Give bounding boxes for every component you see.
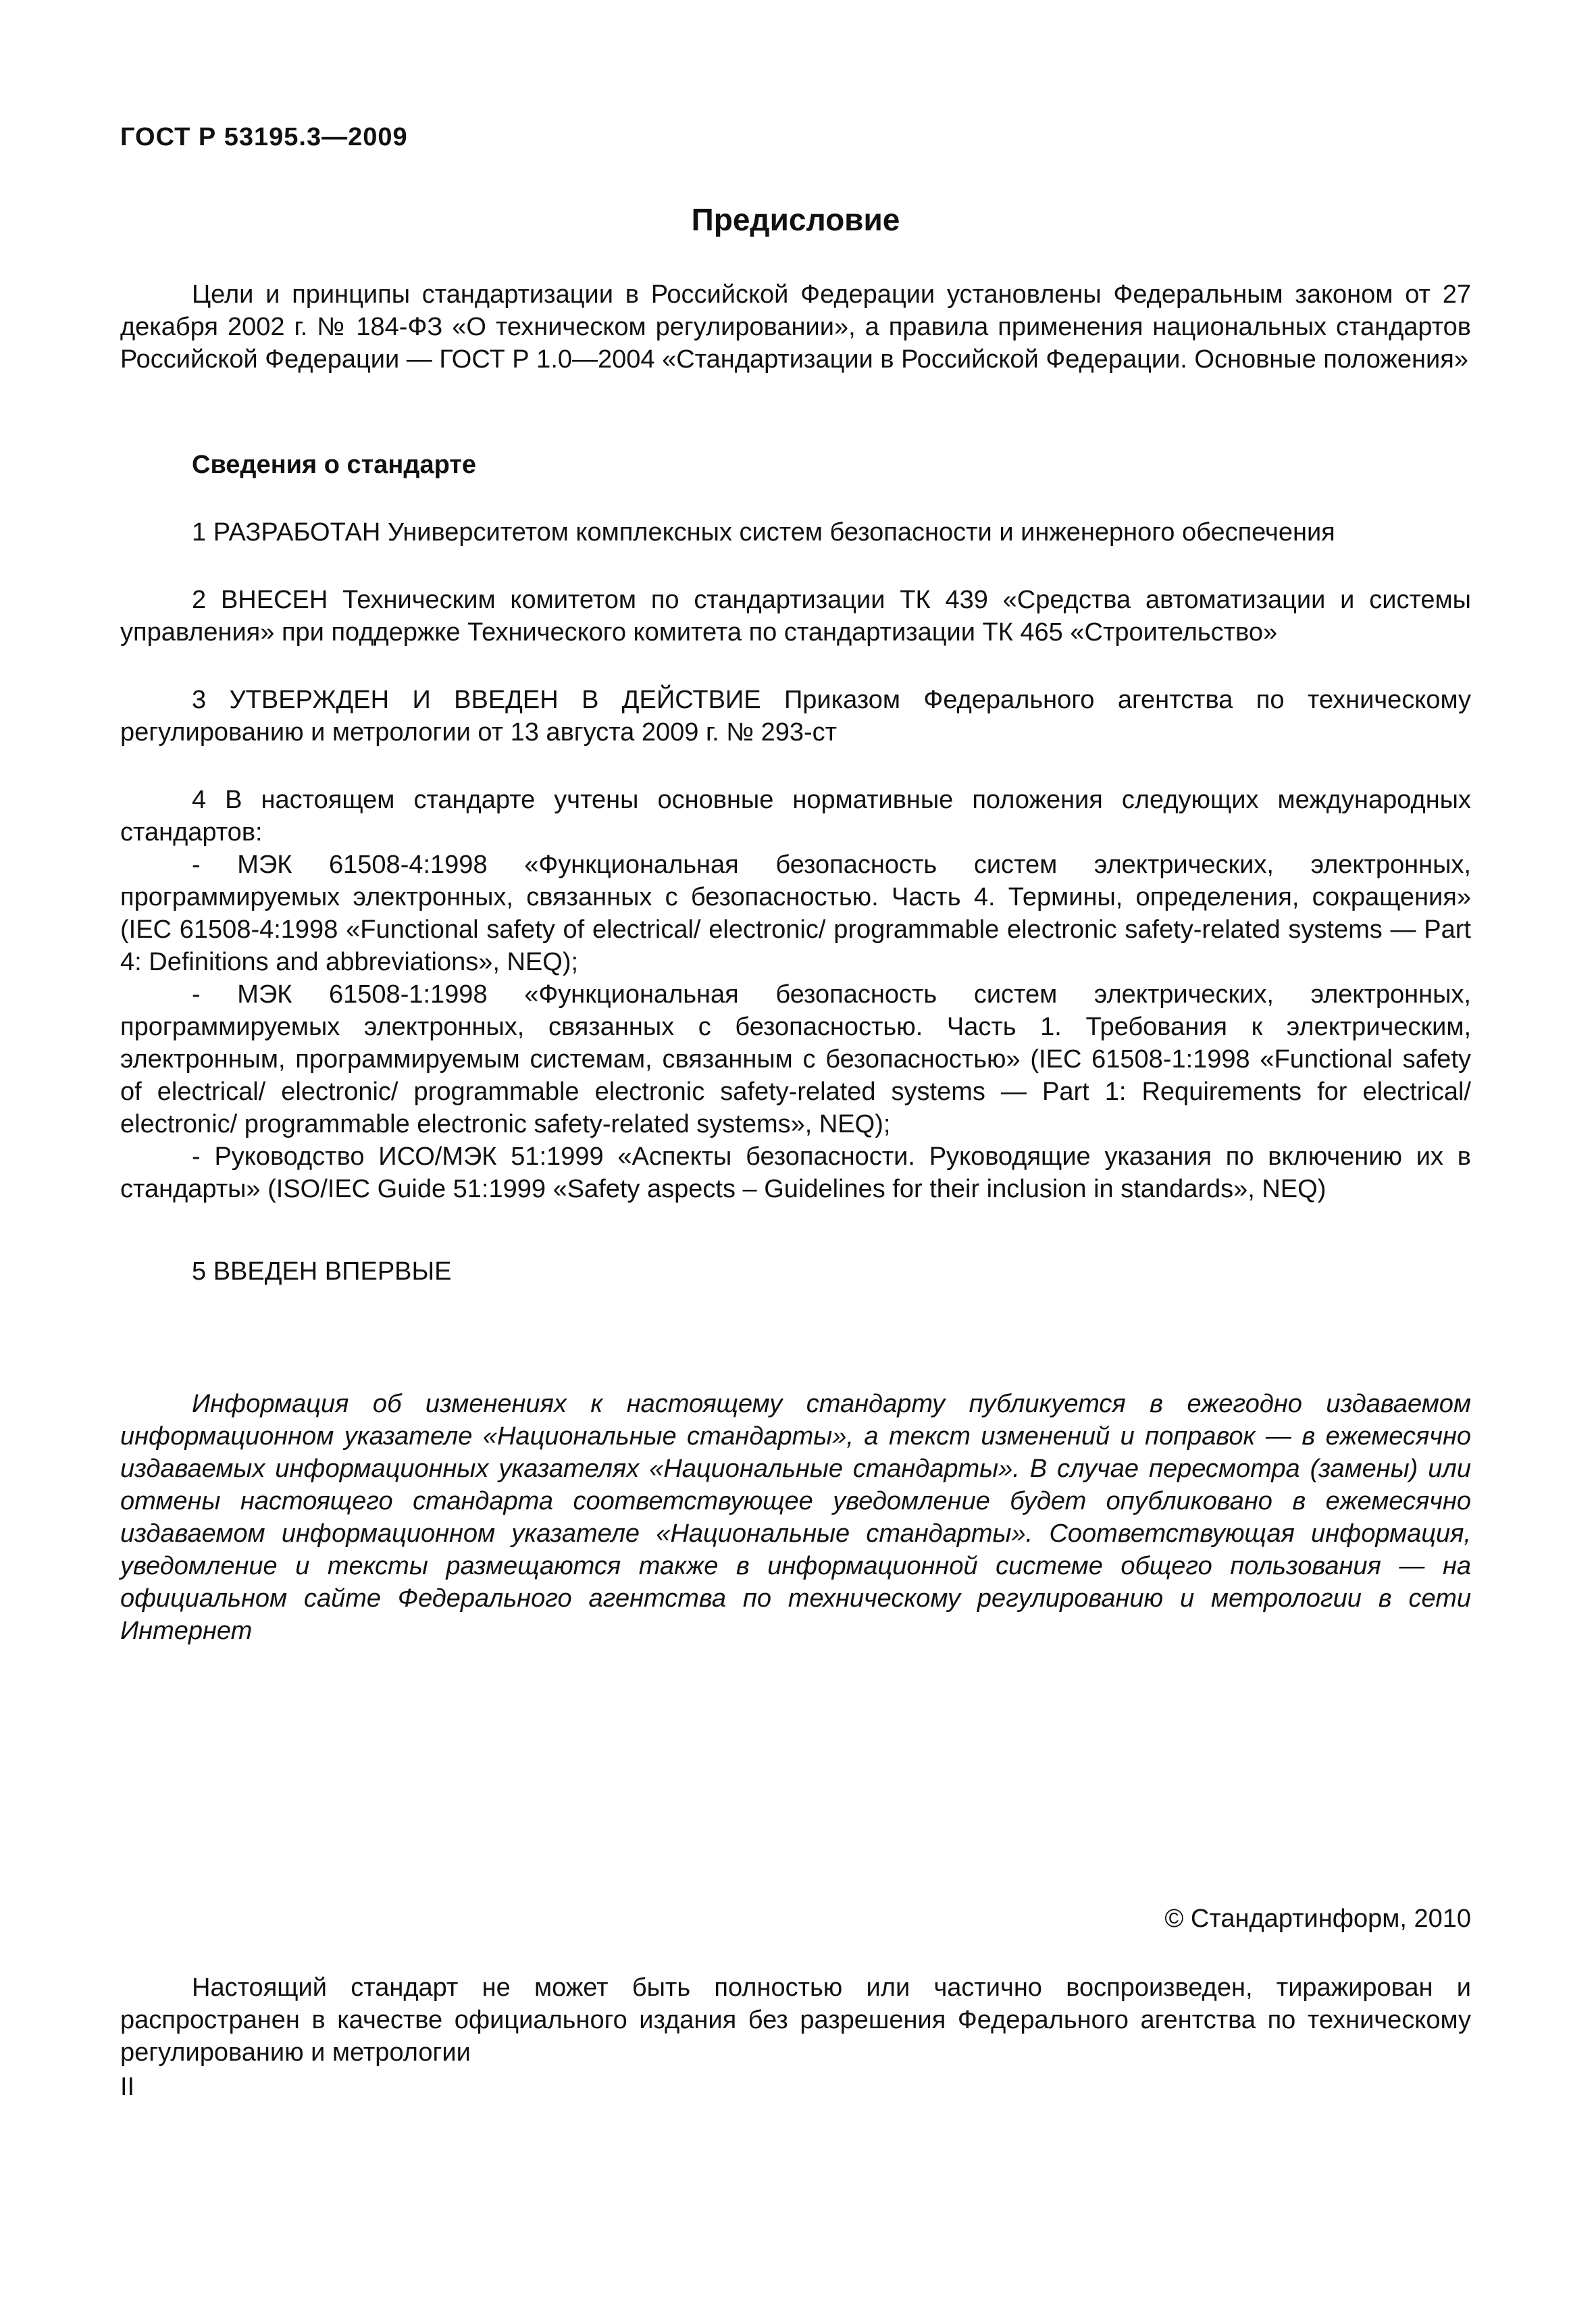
item-5-block — [120, 1255, 1471, 1288]
copyright-block — [120, 1903, 1471, 1935]
intro-paragraph — [120, 278, 1471, 376]
item-4-lead: 4 В настоящем стандарте учтены основные нормативные положения следующих международных стандартов: — [120, 786, 1471, 847]
item-3: 3 УТВЕРЖДЕН И ВВЕДЕН В ДЕЙСТВИЕ Приказом Федерального агентства по техническому регулированию и метрологии от 13 августа 2009 г. № 293-ст — [120, 686, 1471, 747]
item-2: 2 ВНЕСЕН Техническим комитетом по стандартизации ТК 439 «Средства автоматизации и системы управления» при поддержке Технического комитета по стандартизации ТК 465 «Строительство» — [120, 586, 1471, 647]
item-1: 1 РАЗРАБОТАН Университетом комплексных систем безопасности и инженерного обеспечения — [192, 518, 1335, 547]
item-4-block — [120, 784, 1471, 1205]
item-4-sub-1: - МЭК 61508-4:1998 «Функциональная безопасность систем электрических, электронных, программируемых электронных, связанных с безопасностью. Часть 4. Термины, определения, сокращения» (IEC 61508-4:1998 «Functional safety of electrical/ electronic/ programmable electronic safety-related systems — Part 4: Definitions and abbreviations», NEQ); — [120, 851, 1471, 976]
page-title: Предисловие — [691, 202, 900, 237]
notice-block — [120, 1388, 1471, 1647]
item-4-sub-2: - МЭК 61508-1:1998 «Функциональная безопасность систем электрических, электронных, программируемых электронных, связанных с безопасностью. Часть 1. Требования к электрическим, электронным, программируемым системам, связанным с безопасностью» (IEC 61508-1:1998 «Functional safety of electrical/ electronic/ programmable electronic safety-related systems — Part 1: Requirements for electrical/ electronic/ programmable electronic safety-related systems», NEQ); — [120, 980, 1471, 1138]
item-5: 5 ВВЕДЕН ВПЕРВЫЕ — [192, 1257, 452, 1286]
intro-text: Цели и принципы стандартизации в Российской Федерации установлены Федеральным законом от 27 декабря 2002 г. № 184-ФЗ «О техническом регулировании», а правила применения национальных стандартов Российской Федерации — ГОСТ Р 1.0—2004 «Стандартизации в Российской Федерации. Основные положения» — [120, 280, 1471, 374]
item-1-block — [120, 516, 1471, 549]
item-2-block — [120, 584, 1471, 649]
section-heading-block — [120, 449, 1471, 481]
reproduction-block — [120, 1971, 1471, 2069]
item-4-sub-3: - Руководство ИСО/МЭК 51:1999 «Аспекты безопасности. Руководящие указания по включению их в стандарты» (ISO/IEC Guide 51:1999 «Safety aspects – Guidelines for their inclusion in standards», NEQ) — [120, 1142, 1471, 1203]
notice-text: Информация об изменениях к настоящему стандарту публикуется в ежегодно издаваемом информационном указателе «Национальные стандарты», а текст изменений и поправок — в ежемесячно издаваемых информационных указателях «Национальные стандарты». В случае пересмотра (замены) или отмены настоящего стандарта соответствующее уведомление будет опубликовано в ежемесячно издаваемом информационном указателе «Национальные стандарты». Соответствующая информация, уведомление и тексты размещаются также в информационной системе общего пользования — на официальном сайте Федерального агентства по техническому регулированию и метрологии в сети Интернет — [120, 1390, 1471, 1645]
reproduction-notice: Настоящий стандарт не может быть полностью или частично воспроизведен, тиражирован и распространен в качестве официального издания без разрешения Федерального агентства по техническому регулированию и метрологии — [120, 1973, 1471, 2067]
section-heading: Сведения о стандарте — [192, 451, 477, 479]
item-3-block — [120, 684, 1471, 749]
document-code-header: ГОСТ Р 53195.3—2009 — [120, 123, 408, 151]
copyright: © Стандартинформ, 2010 — [1164, 1905, 1471, 1933]
page-number: II — [120, 2073, 135, 2101]
